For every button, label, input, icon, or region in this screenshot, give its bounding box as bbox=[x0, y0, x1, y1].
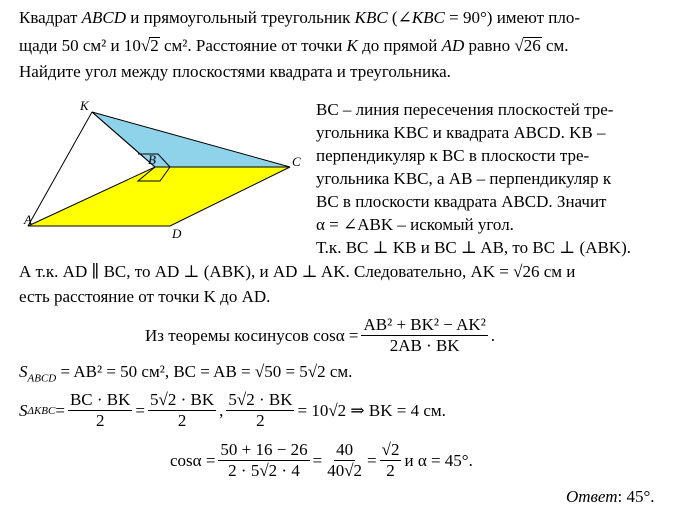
label-C: C bbox=[292, 154, 301, 169]
area-square-line: $S_{ABCD} = AB^2 = 50$ см², BC = AB = √50 = 5√2 см. bbox=[19, 362, 353, 385]
explain-line-1: BC – линия пересечения плоскостей тре- bbox=[316, 100, 614, 119]
explain-line-2: угольника KBC и квадрата ABCD. KB – bbox=[316, 123, 606, 142]
explain-line-7: Т.к. BC ⊥ KB и BC ⊥ AB, то BC ⊥ (ABK). bbox=[316, 238, 631, 257]
label-D: D bbox=[172, 226, 182, 241]
geometry-figure bbox=[20, 98, 320, 248]
answer: Ответ: 45°. bbox=[566, 487, 655, 506]
area-triangle-line: S ΔKBC = $\frac{BC \cdot BK}{2}$ = $\frac{5√2 \cdot BK}{2}$ , $\frac{5√2 \cdot BK}{2}$ = 10√2 ⇒ BK = 4 см. bbox=[19, 390, 446, 430]
cosine-formula: Из теоремы косинусов cosα = $\frac{\text{AB² + BK² − AK²}}{2AB \cdot BK}$ . bbox=[145, 315, 496, 355]
explain-line-6: α = ∠ABK – искомый угол. bbox=[316, 215, 514, 234]
label-K: K bbox=[80, 98, 89, 113]
explain-line-4: угольника KBC, а AB – перпендикуляр к bbox=[316, 169, 612, 188]
cosine-computation: cosα = $\frac{50 + 16 - 26}{2 \cdot 5√2 \cdot 4}$ = $\frac{40}{40√2}$ = $\frac{√2}{2}$ и α = 45°. bbox=[170, 440, 473, 480]
square-plane bbox=[28, 167, 290, 226]
explain-line-3: перпендикуляр к BC в плоскости тре- bbox=[316, 146, 590, 165]
label-B: B bbox=[148, 152, 156, 167]
label-A: A bbox=[24, 212, 32, 227]
problem-line-3: Найдите угол между плоскостями квадрата и треугольника. bbox=[19, 62, 451, 81]
body-line-2: есть расстояние от точки K до AD. bbox=[19, 287, 271, 306]
problem-line-2: щади 50 см² и 10√2 см². Расстояние от точки K до прямой AD равно √26 см. bbox=[19, 36, 569, 55]
explain-line-5: BC в плоскости квадрата ABCD. Значит bbox=[316, 192, 607, 211]
body-line-1: А т.к. AD ∥ BC, то AD ⊥ (ABK), и AD ⊥ AK. Следовательно, AK = √26 см и bbox=[19, 262, 576, 281]
triangle-plane bbox=[92, 112, 290, 167]
problem-line-1: Квадрат ABCD и прямоугольный треугольник KBC (∠KBC = 90°) имеют пло- bbox=[19, 8, 580, 27]
cosine-fraction: $\frac{\text{AB² + BK² − AK²}}{2AB \cdot BK}$ bbox=[363, 315, 486, 355]
